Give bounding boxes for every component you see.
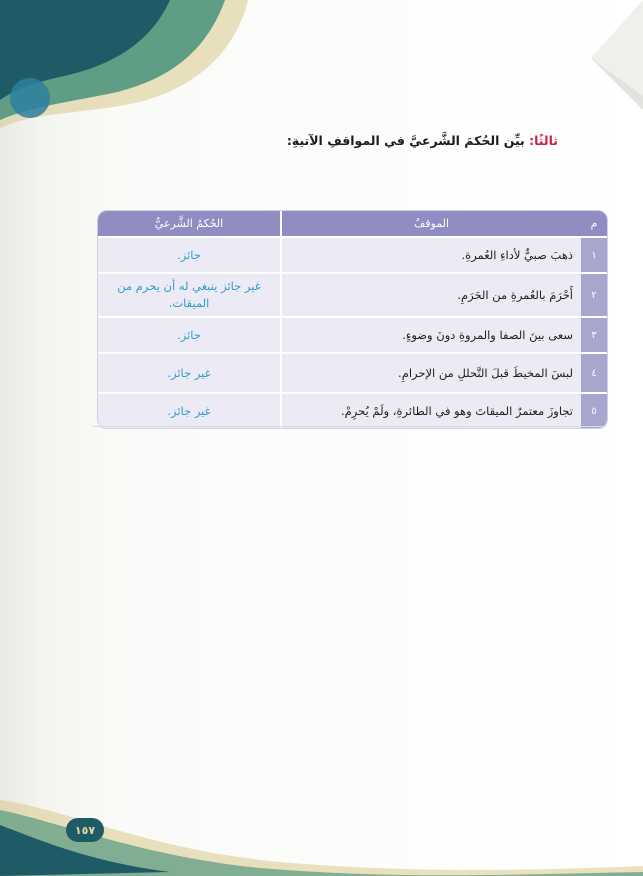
row-situation: تجاوزَ معتمرٌ الميقاتَ وهو في الطائرةِ، ولَمْ يُحرِمْ. xyxy=(280,394,581,428)
row-ruling: جائز. xyxy=(98,318,280,352)
table-header-row xyxy=(98,211,607,236)
table-row xyxy=(98,272,607,316)
row-situation: لبسَ المخيطَ قبلَ التَّحللِ من الإحرامِ. xyxy=(280,354,581,392)
row-situation: ذهبَ صبيٌّ لأداءِ العُمرةِ. xyxy=(280,238,581,272)
row-situation: سعى بينَ الصفا والمروةِ دونَ وضوءٍ. xyxy=(280,318,581,352)
header-ruling: الحُكمُ الشَّرعيُّ xyxy=(98,211,280,236)
row-ruling: غير جائز. xyxy=(98,394,280,428)
row-ruling: غير جائز ينبغي له أن يحرم من الميقات. xyxy=(98,274,280,316)
header-number: م xyxy=(581,211,607,236)
section-heading-lead: ثالثًا: xyxy=(529,133,558,148)
row-ruling: جائز. xyxy=(98,238,280,272)
table-row xyxy=(98,392,607,428)
page-curl-decoration xyxy=(543,0,643,110)
table-row xyxy=(98,352,607,392)
section-heading-text: بيِّن الحُكمَ الشَّرعيَّ في المواقفِ الآتيةِ: xyxy=(286,133,525,148)
row-number: ٢ xyxy=(581,274,607,316)
section-heading xyxy=(287,133,558,148)
table-row xyxy=(98,316,607,352)
row-number: ٤ xyxy=(581,354,607,392)
row-number: ١ xyxy=(581,238,607,272)
row-number: ٥ xyxy=(581,394,607,428)
table-row xyxy=(98,236,607,272)
rulings-table xyxy=(97,210,608,429)
header-situation: الموقفُ xyxy=(280,211,581,236)
table-underline xyxy=(93,426,606,427)
page-number-badge: ١٥٧ xyxy=(66,818,104,842)
top-decoration xyxy=(0,0,260,130)
row-number: ٣ xyxy=(581,318,607,352)
row-situation: أَحْرَمَ بالعُمرةِ من الحَرَمِ. xyxy=(280,274,581,316)
row-ruling: غير جائز. xyxy=(98,354,280,392)
